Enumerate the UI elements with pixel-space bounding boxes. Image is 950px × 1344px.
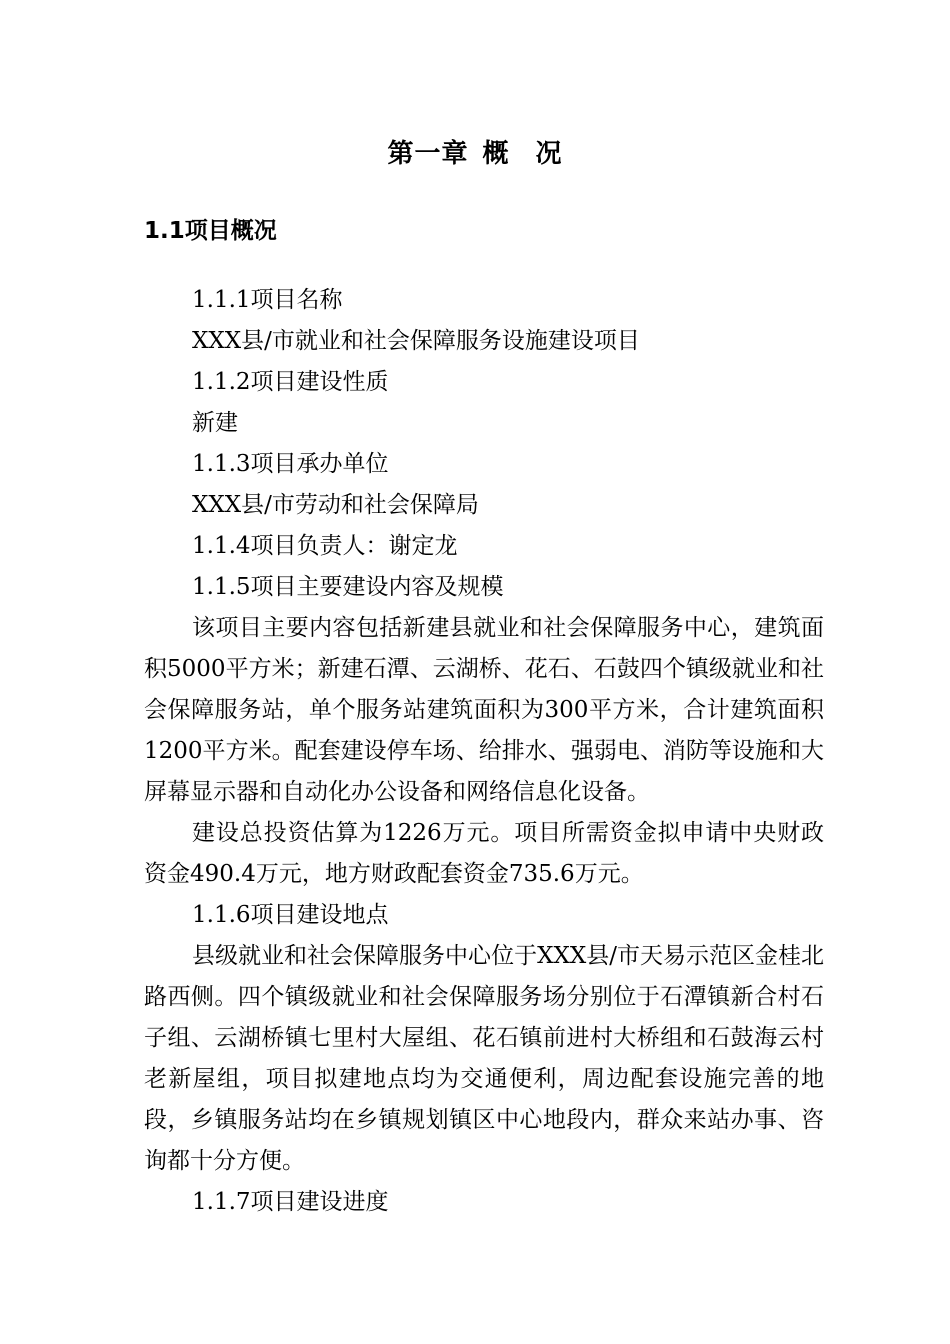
project-name-text: XXX县/市就业和社会保障服务设施建设项目 <box>192 328 640 354</box>
project-organizer-text: XXX县/市劳动和社会保障局 <box>192 492 479 518</box>
paragraph-investment: 建设总投资估算为1226万元。项目所需资金拟申请中央财政资金490.4万元，地方财政配套资金735.6万元。 <box>144 820 824 887</box>
chapter-title-char-2: 况 <box>535 139 563 169</box>
chapter-number: 第一章 <box>387 139 469 169</box>
document-body <box>144 280 824 1223</box>
subsection-heading-nature: 1.1.2项目建设性质 <box>192 369 389 395</box>
paragraph-scope: 该项目主要内容包括新建县就业和社会保障服务中心，建筑面积5000平方米；新建石潭、云湖桥、花石、石鼓四个镇级就业和社会保障服务站，单个服务站建筑面积为300平方米，合计建筑面积1200平方米。配套建设停车场、给排水、强弱电、消防等设施和大屏幕显示器和自动化办公设备和网络信息化设备。 <box>144 615 824 805</box>
subsection-heading-organizer: 1.1.3项目承办单位 <box>192 451 389 477</box>
chapter-title <box>0 134 950 174</box>
project-nature-text: 新建 <box>192 410 238 436</box>
subsection-heading-location: 1.1.6项目建设地点 <box>192 902 389 928</box>
subsection-heading-project-name: 1.1.1项目名称 <box>192 287 343 313</box>
paragraph-location: 县级就业和社会保障服务中心位于XXX县/市天易示范区金桂北路西侧。四个镇级就业和社会保障服务场分别位于石潭镇新合村石子组、云湖桥镇七里村大屋组、花石镇前进村大桥组和石鼓海云村老新屋组，项目拟建地点均为交通便利，周边配套设施完善的地段，乡镇服务站均在乡镇规划镇区中心地段内，群众来站办事、咨询都十分方便。 <box>144 943 824 1174</box>
subsection-heading-schedule: 1.1.7项目建设进度 <box>192 1189 389 1215</box>
section-title: 1.1项目概况 <box>144 218 277 244</box>
subsection-heading-scope: 1.1.5项目主要建设内容及规模 <box>192 574 504 600</box>
subsection-heading-leader: 1.1.4项目负责人：谢定龙 <box>192 533 458 559</box>
chapter-title-char-1: 概 <box>482 139 510 169</box>
